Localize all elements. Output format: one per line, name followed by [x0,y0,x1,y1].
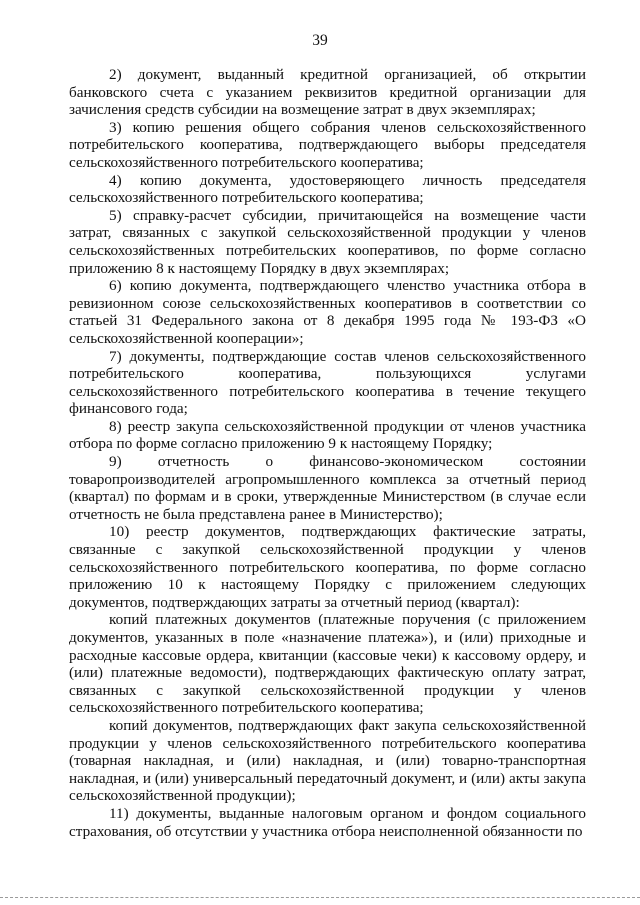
paragraph-item-7: 7) документы, подтверждающие состав членов сельскохозяйственного потребительского кооператива, пользующихся услугами сельскохозяйственного потребительского кооператива в течение текущего финансового года; [69,347,586,418]
paragraph-item-4: 4) копию документа, удостоверяющего личность председателя сельскохозяйственного потребительского кооператива; [69,171,586,207]
paragraph-subitem-purchase-documents: копий документов, подтверждающих факт закупа сельскохозяйственной продукции у членов сельскохозяйственного потребительского кооператива (товарная накладная, и (или) накладная, и (или) товарно-транспортная накладная, и (или) универсальный передаточный документ, и (или) акты закупа сельскохозяйственной продукции); [69,716,586,805]
body-text [69,66,586,840]
paragraph-item-6: 6) копию документа, подтверждающего членство участника отбора в ревизионном союзе сельскохозяйственных кооперативов в соответствии со статьей 31 Федерального закона от 8 декабря 1995 года № 193-ФЗ «О сельскохозяйственной кооперации»; [69,277,586,347]
paragraph-subitem-payment-documents: копий платежных документов (платежные поручения (с приложением документов, указанных в поле «назначение платежа»), и (или) приходные и расходные кассовые ордера, квитанции (кассовые чеки) к кассовому ордеру, и (или) платежные ведомости), подтверждающих фактическую оплату затрат, связанных с закупкой сельскохозяйственной продукции у членов сельскохозяйственного потребительского кооператива; [69,611,586,717]
paragraph-item-5: 5) справку-расчет субсидии, причитающейся на возмещение части затрат, связанных с закупкой сельскохозяйственной продукции у членов сельскохозяйственных потребительских кооперативов, по форме согласно приложению 8 к настоящему Порядку в двух экземплярах; [69,206,586,277]
paragraph-item-3: 3) копию решения общего собрания членов сельскохозяйственного потребительского кооператива, подтверждающего выборы председателя сельскохозяйственного потребительского кооператива; [69,118,586,171]
paragraph-item-11: 11) документы, выданные налоговым органом и фондом социального страхования, об отсутствии у участника отбора неисполненной обязанности по [69,804,586,840]
paragraph-item-10: 10) реестр документов, подтверждающих фактические затраты, связанные с закупкой сельскохозяйственной продукции у членов сельскохозяйственного потребительского кооператива, по форме согласно приложению 10 к настоящему Порядку с приложением следующих документов, подтверждающих затраты за отчетный период (квартал): [69,523,586,611]
paragraph-item-8: 8) реестр закупа сельскохозяйственной продукции от членов участника отбора по форме согласно приложению 9 к настоящему Порядку; [69,417,586,453]
paragraph-item-2: 2) документ, выданный кредитной организацией, об открытии банковского счета с указанием реквизитов кредитной организации для зачисления средств субсидии на возмещение затрат в двух экземплярах; [69,66,586,119]
page-bottom-divider [0,897,640,898]
paragraph-item-9: 9) отчетность о финансово-экономическом состоянии товаропроизводителей агропромышленного комплекса за отчетный период (квартал) по формам и в сроки, утвержденные Министерством (в случае если отчетность не была представлена ранее в Министерство); [69,453,586,523]
page-number: 39 [312,32,328,49]
